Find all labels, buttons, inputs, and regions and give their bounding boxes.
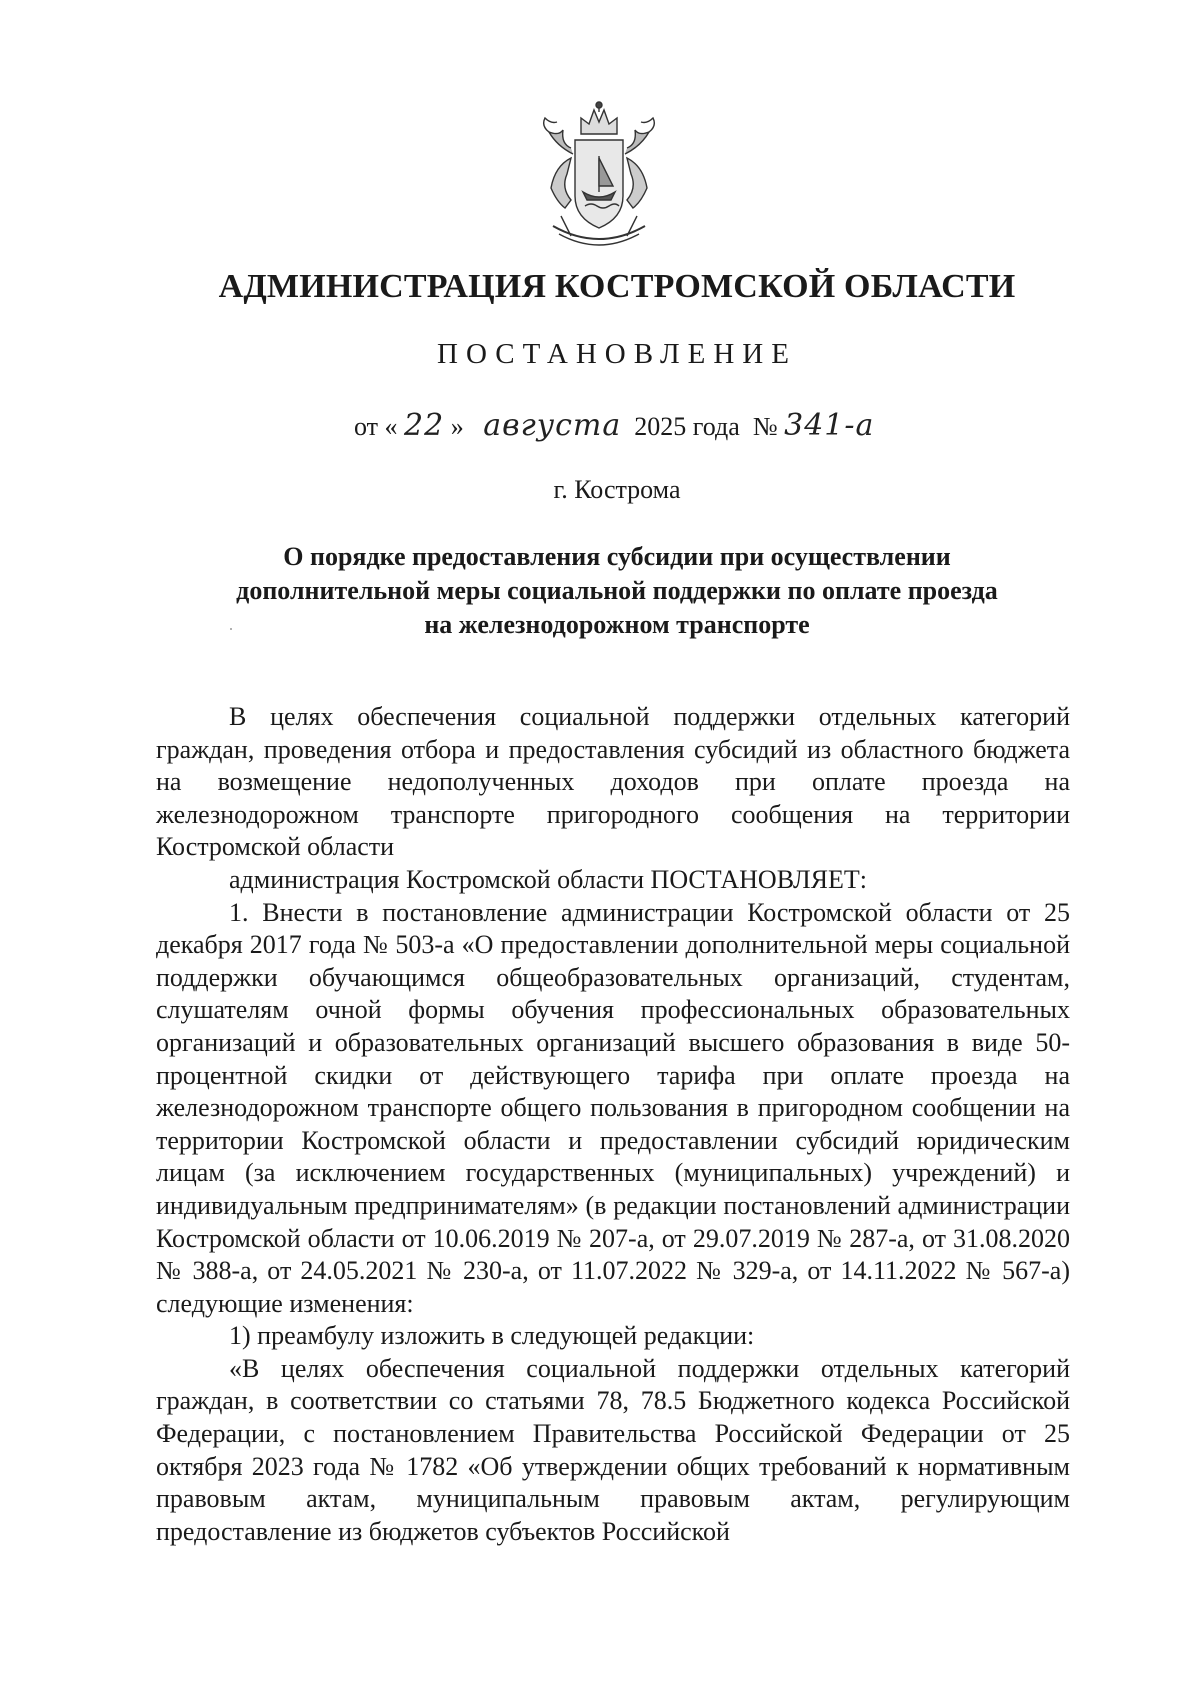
paragraph-new-preamble: «В целях обеспечения социальной поддержки отдельных категорий граждан, в соответствии со статьями 78, 78.5 Бюджетного кодекса Российской Федерации, с постановлением Правительства Российской Федерации от 25 октября 2023 года № 1782 «Об утверждении общих требований к нормативным правовым актам, муниципальным правовым актам, регулирующим предоставление из бюджетов субъектов Российской <box>156 1353 1070 1546</box>
paragraph-subitem-1: 1) преамбулу изложить в следующей редакции: <box>229 1321 755 1351</box>
handwritten-month: августа <box>483 408 622 443</box>
date-prefix: от « <box>354 412 398 441</box>
date-year: 2025 года <box>634 412 740 441</box>
paragraph-item-1: 1. Внести в постановление администрации Костромской области от 25 декабря 2017 года № 503-а «О предоставлении дополнительной меры социальной поддержки обучающимся общеобразовательных организаций, студентам, слушателям очной формы обучения профессиональных образовательных организаций и образовательных организаций высшего образования в виде 50-процентной скидки от действующего тарифа при оплате проезда на железнодорожном транспорте общего пользования в пригородном сообщении на территории Костромской области и предоставлении субсидий юридическим лицам (за исключением государственных (муниципальных) учреждений) и индивидуальным предпринимателям» (в редакции постановлений администрации Костромской области от 10.06.2019 № 207-а, от 29.07.2019 № 287-а, от 31.08.2020 № 388-а, от 24.05.2021 № 230-а, от 11.07.2022 № 329-а, от 14.11.2022 № 567-а) следующие изменения: <box>156 897 1070 1318</box>
date-day-close: » <box>450 412 464 441</box>
organization-title: АДМИНИСТРАЦИЯ КОСТРОМСКОЙ ОБЛАСТИ <box>218 268 1016 305</box>
number-prefix: № <box>752 412 778 441</box>
document-subject <box>100 540 1134 642</box>
paragraph-preamble: В целях обеспечения социальной поддержки отдельных категорий граждан, проведения отбора и предоставления субсидий из областного бюджета на возмещение недополученных доходов при оплате проезда на железнодорожном транспорте пригородного сообщения на территории Костромской области <box>156 702 1070 862</box>
date-line <box>354 408 874 443</box>
subject-line-2: дополнительной меры социальной поддержки по оплате проезда <box>236 576 998 605</box>
city-line: г. Кострома <box>553 475 681 504</box>
paragraph-resolves: администрация Костромской области ПОСТАНОВЛЯЕТ: <box>229 864 868 894</box>
document-body <box>156 701 1070 1548</box>
subject-line-3: на железнодорожном транспорте <box>424 610 810 639</box>
handwritten-number: 341-а <box>784 408 875 443</box>
handwritten-day: 22 <box>404 408 445 443</box>
document-type: ПОСТАНОВЛЕНИЕ <box>437 338 797 370</box>
subject-line-1: О порядке предоставления субсидии при осуществлении <box>283 542 951 571</box>
coat-of-arms-emblem <box>531 96 667 256</box>
